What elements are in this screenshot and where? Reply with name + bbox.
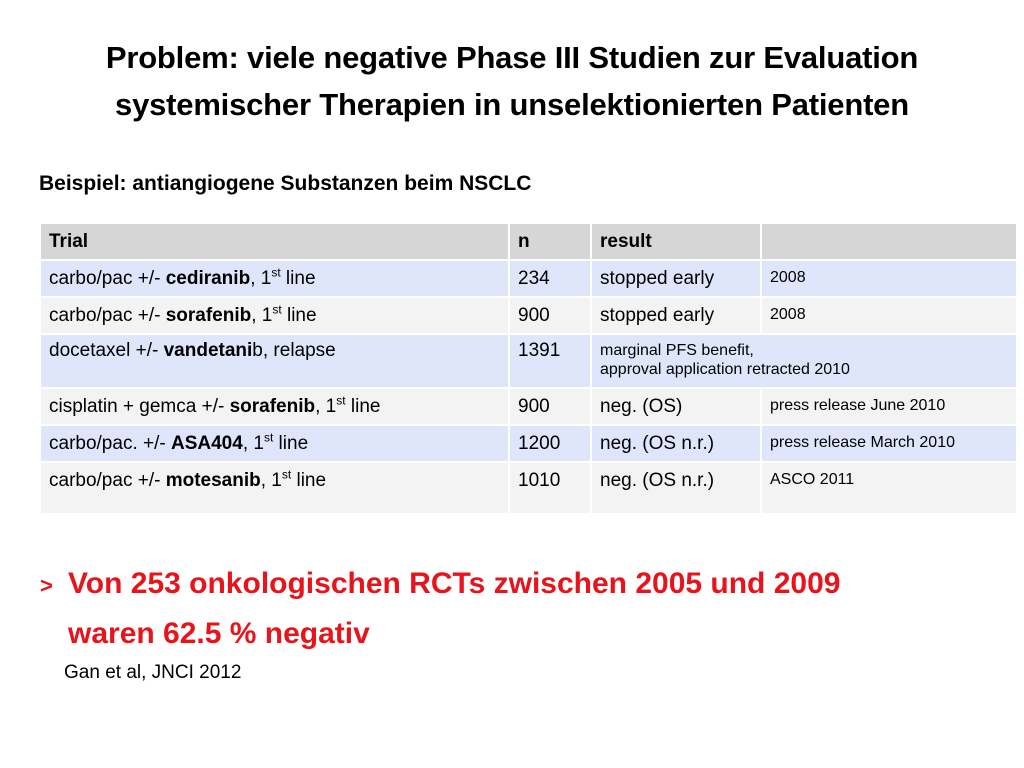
arrow-marker-icon: >	[40, 573, 53, 598]
trials-table	[39, 222, 1018, 515]
table-row	[41, 261, 1016, 296]
result-cell: neg. (OS n.r.)	[592, 463, 760, 513]
n-cell: 1200	[510, 426, 590, 461]
header-note	[762, 224, 1016, 259]
result-cell: stopped early	[592, 298, 760, 333]
note-cell: marginal PFS benefit, approval application retracted 2010	[592, 335, 1016, 387]
table-row	[41, 389, 1016, 424]
drug-name: sorafenib	[229, 395, 316, 417]
conclusion-statement	[40, 560, 1000, 658]
trial-cell: cisplatin + gemca +/- sorafenib, 1st line	[41, 389, 508, 424]
result-cell: stopped early	[592, 261, 760, 296]
table-header-row	[41, 224, 1016, 259]
header-trial: Trial	[41, 224, 508, 259]
trial-cell: carbo/pac +/- cediranib, 1st line	[41, 261, 508, 296]
conclusion-line-1: > Von 253 onkologischen RCTs zwischen 2005 und 2009	[40, 560, 1000, 610]
table-row	[41, 298, 1016, 333]
header-result: result	[592, 224, 760, 259]
subtitle: Beispiel: antiangiogene Substanzen beim NSCLC	[39, 172, 532, 195]
trial-cell: carbo/pac. +/- ASA404, 1st line	[41, 426, 508, 461]
page-title	[0, 34, 1024, 128]
note-cell: ASCO 2011	[762, 463, 1016, 513]
drug-name: motesanib	[165, 470, 261, 491]
drug-name: cediranib	[165, 267, 251, 289]
result-cell: neg. (OS n.r.)	[592, 426, 760, 461]
n-cell: 1010	[510, 463, 590, 513]
trial-cell: docetaxel +/- vandetanib, relapse	[41, 335, 508, 387]
note-cell: press release March 2010	[762, 426, 1016, 461]
n-cell: 900	[510, 298, 590, 333]
title-line-1: Problem: viele negative Phase III Studien zur Evaluation	[105, 40, 919, 75]
table-row	[41, 335, 1016, 387]
citation: Gan et al, JNCI 2012	[64, 662, 242, 683]
conclusion-line-2: waren 62.5 % negativ	[68, 617, 370, 650]
title-line-2: systemischer Therapien in unselektionierten Patienten	[115, 87, 909, 122]
table-row	[41, 426, 1016, 461]
n-cell: 234	[510, 261, 590, 296]
drug-name: sorafenib	[165, 304, 252, 326]
drug-name: ASA404	[170, 432, 243, 454]
trial-cell: carbo/pac +/- sorafenib, 1st line	[41, 298, 508, 333]
header-n: n	[510, 224, 590, 259]
note-cell: 2008	[762, 261, 1016, 296]
n-cell: 900	[510, 389, 590, 424]
note-cell: 2008	[762, 298, 1016, 333]
trial-cell: carbo/pac +/- motesanib, 1st line	[41, 463, 508, 513]
drug-name: vandetani	[163, 340, 253, 361]
n-cell: 1391	[510, 335, 590, 387]
note-cell: press release June 2010	[762, 389, 1016, 424]
table-row	[41, 463, 1016, 513]
result-cell: neg. (OS)	[592, 389, 760, 424]
